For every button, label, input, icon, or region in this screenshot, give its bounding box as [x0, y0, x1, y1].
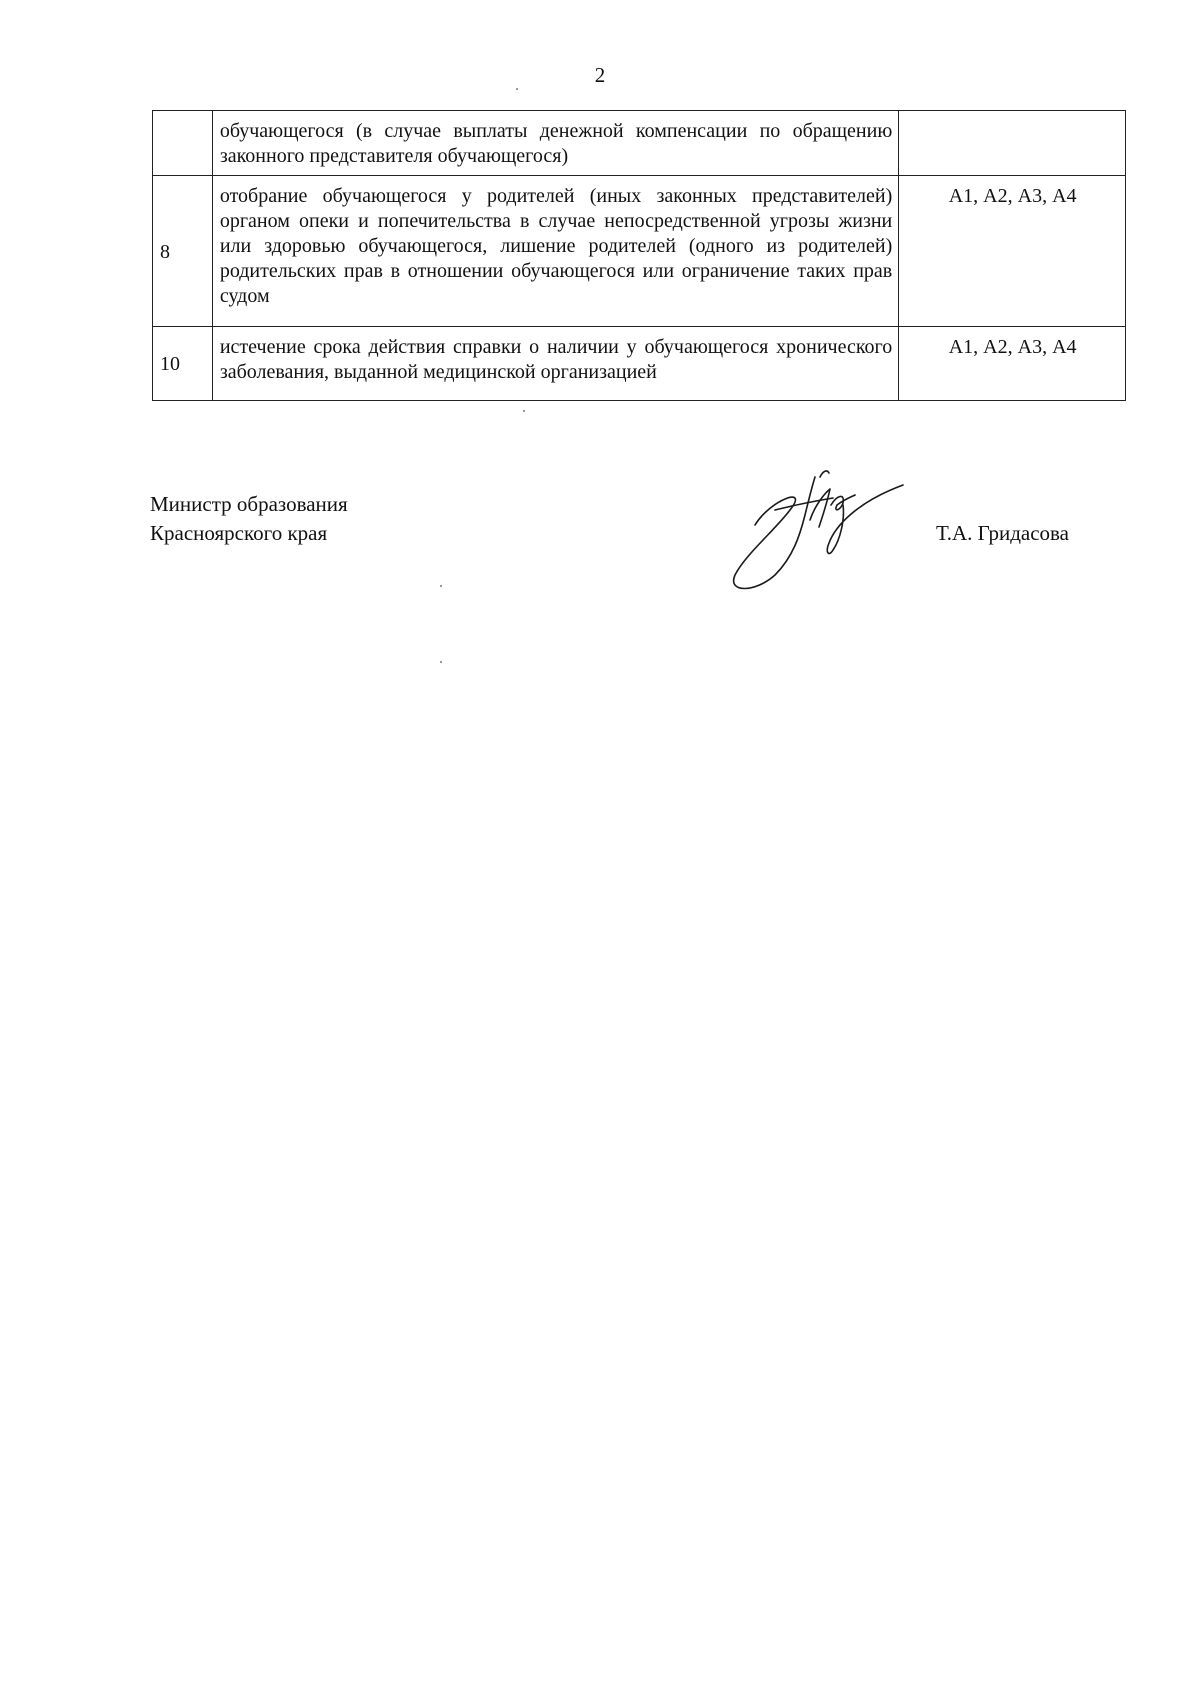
row-description: отобрание обучающегося у родителей (иных законных представителей) органом опеки и попечительства в случае непосредственной угрозы жизни или здоровью обучающегося, лишение родителей (одного из родителей) родительских прав в отношении обучающегося или ограничение таких прав судом [212, 176, 898, 327]
table-row [153, 176, 1126, 327]
document-table [152, 110, 1126, 401]
row-codes: А1, А2, А3, А4 [899, 327, 1126, 401]
row-number [153, 111, 213, 176]
row-number: 10 [153, 327, 213, 401]
scan-speck [523, 410, 525, 412]
row-description: обучающегося (в случае выплаты денежной компенсации по обращению законного представителя обучающегося) [212, 111, 898, 176]
table-row [153, 111, 1126, 176]
row-description: истечение срока действия справки о наличии у обучающегося хронического заболевания, выданной медицинской организацией [212, 327, 898, 401]
scan-speck [516, 88, 518, 90]
signer-position-line2: Красноярского края [150, 521, 328, 545]
handwritten-signature-icon [715, 465, 915, 595]
signer-name: Т.А. Гридасова [936, 521, 1069, 545]
table-row [153, 327, 1126, 401]
row-codes: А1, А2, А3, А4 [899, 176, 1126, 327]
signer-position-line1: Министр образования [150, 492, 348, 516]
scan-speck [440, 585, 442, 587]
scan-speck [440, 661, 442, 663]
row-number: 8 [153, 176, 213, 327]
signer-position [150, 490, 348, 548]
page-number: 2 [594, 63, 606, 87]
row-codes [899, 111, 1126, 176]
